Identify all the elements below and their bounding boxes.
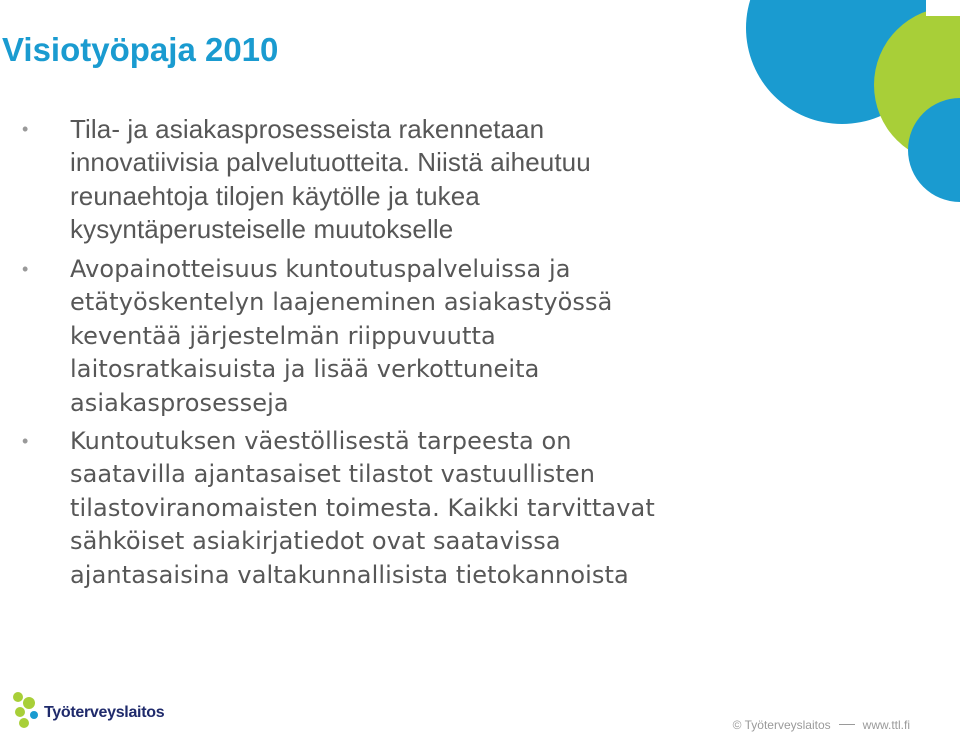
text-line: laitosratkaisuista ja lisää verkottuneita — [70, 355, 540, 384]
white-corner-notch — [926, 0, 960, 16]
text-line: ajantasaisina valtakunnallisista tietokannoista — [70, 560, 629, 589]
text-line: asiakasprosesseja — [70, 388, 289, 417]
text-line: tilastoviranomaisten toimesta. Kaikki tarvittavat — [70, 493, 655, 522]
text-line: Tila- ja asiakasprosesseista rakennetaan — [70, 114, 545, 144]
bullet-dot: • — [22, 431, 29, 451]
text-line: keventää järjestelmän riippuvuutta — [70, 321, 496, 350]
bullet-text — [70, 113, 591, 247]
text-line: Kuntoutuksen väestöllisestä tarpeesta on — [70, 427, 572, 455]
text-line: innovatiivisia palvelutuotteita. Niistä aiheutuu — [70, 147, 591, 178]
logo-wordmark: Työterveyslaitos — [44, 704, 165, 721]
bullet-text — [70, 425, 655, 592]
ttl-logo-mark-icon — [10, 690, 44, 730]
ttl-logo — [10, 690, 165, 738]
text-line: saatavilla ajantasaiset tilastot vastuullisten — [70, 460, 596, 489]
footer-copyright: © Työterveyslaitos — [732, 718, 831, 732]
text-line: sähköiset asiakirjatiedot ovat saatavissa — [70, 527, 561, 556]
footer-separator — [839, 724, 855, 725]
slide-title: Visiotyöpaja 2010 — [2, 31, 279, 68]
bullet-text — [70, 253, 612, 420]
bullet-dot: • — [22, 259, 29, 279]
footer-url[interactable]: www.ttl.fi — [862, 718, 910, 732]
bullet-dot: • — [22, 119, 29, 139]
text-line: etätyöskentelyn laajeneminen asiakastyössä — [70, 288, 613, 317]
text-line: reunaehtoja tilojen käytölle ja tukea — [70, 180, 480, 211]
footer — [733, 718, 910, 732]
text-line: kysyntäperusteiselle muutokselle — [70, 214, 454, 245]
text-line: Avopainotteisuus kuntoutuspalveluissa ja — [70, 255, 571, 283]
